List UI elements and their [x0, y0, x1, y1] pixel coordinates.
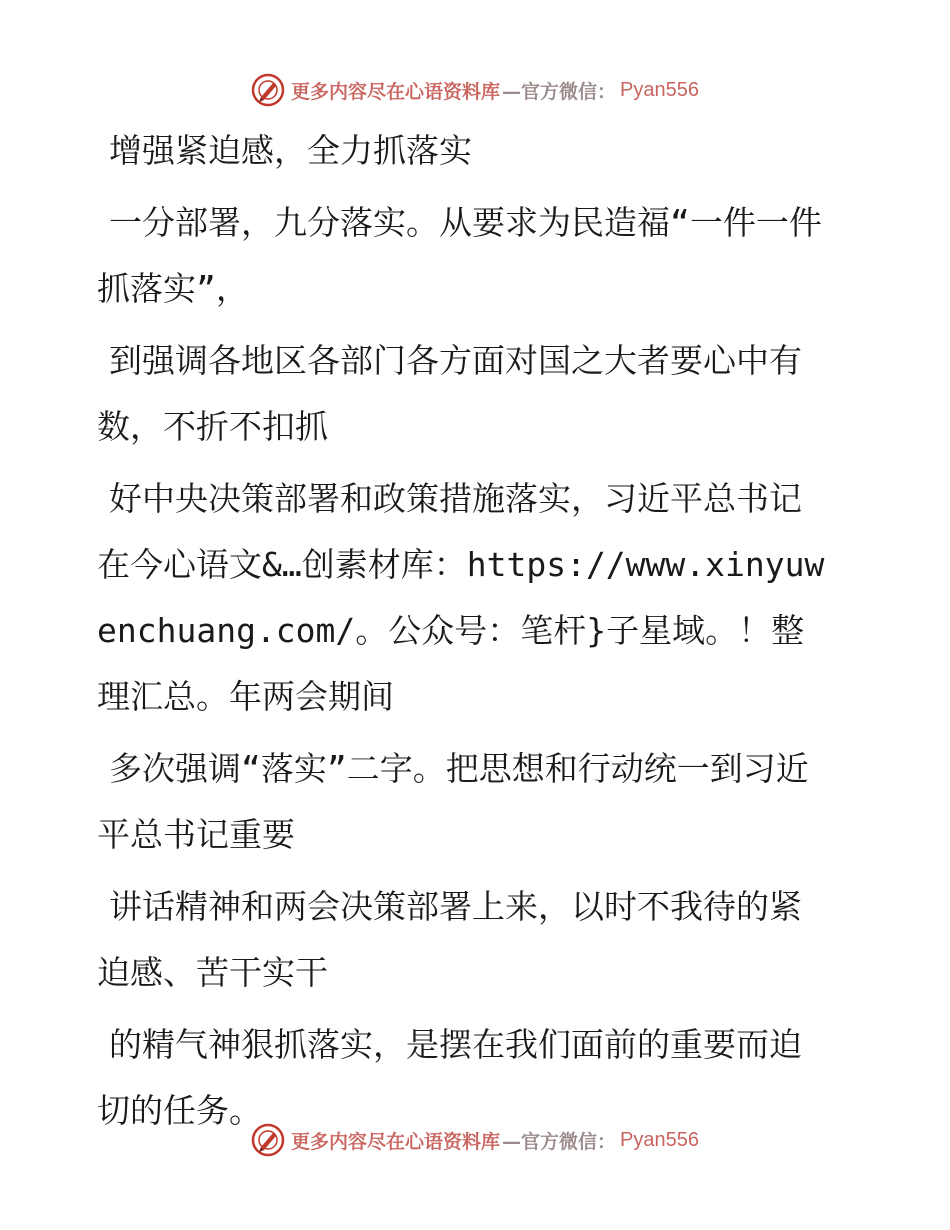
- paragraph-4: 好中央决策部署和政策措施落实，习近平总书记在今心语文&…创素材库：https://www.xinyuwenchuang.com/。公众号：笔杆}子星域。！整理汇总。年两会期间: [97, 479, 825, 716]
- paragraph-2: 一分部署，九分落实。从要求为民造福“一件一件抓落实”，: [97, 203, 822, 308]
- paragraph-3: 到强调各地区各部门各方面对国之大者要心中有数，不折不扣抓: [97, 341, 802, 446]
- body-text: [97, 118, 832, 1150]
- paragraph-6: 讲话精神和两会决策部署上来，以时不我待的紧迫感、苦干实干: [97, 887, 802, 992]
- official-text: —官方微信：: [502, 1130, 617, 1153]
- wechat-id: Pyan556: [620, 1128, 699, 1151]
- official-text: —官方微信：: [502, 80, 617, 103]
- pen-logo-icon: [251, 1123, 285, 1157]
- paragraph-5: 多次强调“落实”二字。把思想和行动统一到习近平总书记重要: [97, 749, 809, 854]
- brand-text: 更多内容尽在心语资料库: [291, 80, 501, 103]
- brand-text: 更多内容尽在心语资料库: [291, 1130, 501, 1153]
- paragraph-1: 增强紧迫感，全力抓落实: [109, 131, 472, 170]
- header-watermark: [0, 70, 950, 110]
- header-watermark-text: [291, 77, 699, 104]
- footer-watermark-text: [291, 1127, 699, 1154]
- paragraph-7: 的精气神狠抓落实，是摆在我们面前的重要而迫切的任务。: [97, 1025, 802, 1130]
- wechat-id: Pyan556: [620, 78, 699, 101]
- footer-watermark: [0, 1120, 950, 1160]
- pen-logo-icon: [251, 73, 285, 107]
